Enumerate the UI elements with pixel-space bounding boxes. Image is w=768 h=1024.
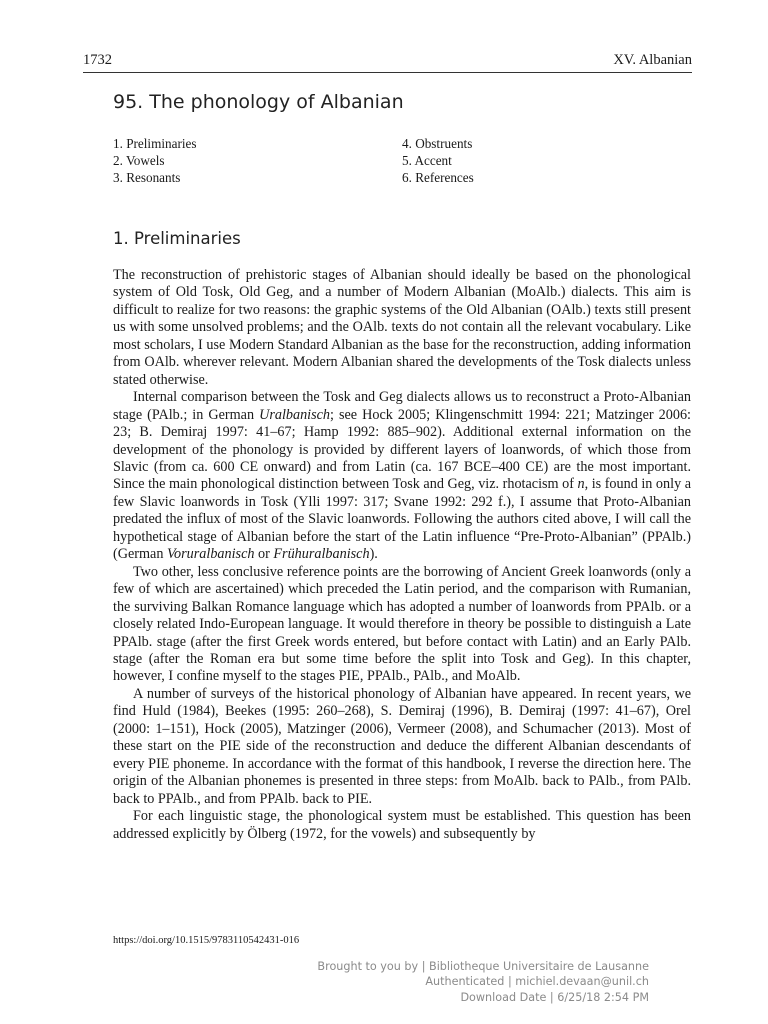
body-text (113, 267, 691, 843)
toc-item: 5. Accent (402, 153, 452, 168)
paragraph: The reconstruction of prehistoric stages of Albanian should ideally be based on the phonological system of Old Tosk, Old Geg, and a number of Modern Albanian (MoAlb.) dialects. This aim is difficult to realize for two reasons: the graphic systems of the Old Albanian (OAlb.) texts still present us with some unsolved problems; and the OAlb. texts do not contain all the relevant vocabulary. Like most scholars, I use Modern Standard Albanian as the base for the reconstruction, adding information from OAlb. wherever relevant. Modern Albanian shared the developments of the Tosk dialects unless stated otherwise. (113, 267, 691, 388)
section-heading: 1. Preliminaries (113, 229, 241, 248)
text-run: ; see Hock 2005; Klingenschmitt 1994: 221; Matzinger 2006: 23; B. Demiraj 1997: 41–67; Hamp 1992: 885–902). Additional external information on the development of the phonology is provided by different layers of loanwords, of which those from Slavic (from ca. 600 CE onward) and from Latin (ca. 167 BCE–400 CE) are the most important. Since the main phonological distinction between Tosk and Geg, viz. rhotacism of (113, 406, 691, 493)
italic-term: Voruralbanisch (166, 546, 255, 563)
paragraph: For each linguistic stage, the phonological system must be established. This question has been addressed explicitly by Ölberg (1972, for the vowels) and subsequently by (113, 808, 691, 842)
chapter-title: 95. The phonology of Albanian (113, 91, 404, 113)
italic-term: Uralbanisch (259, 406, 331, 423)
toc-item: 6. References (402, 170, 474, 185)
access-watermark (317, 959, 649, 1005)
part-title: XV. Albanian (613, 52, 692, 68)
watermark-line: Authenticated | michiel.devaan@unil.ch (425, 975, 649, 989)
text-run: , is found in only a few Slavic loanwords in Tosk (Ylli 1997: 317; Svane 1992: 292 f.), I assume that Proto-Albanian predated the influx of most of the Slavic loanwords. Following the authors cited above, I will call the hypothetical stage of Albanian before the start of the Latin influence “Pre-Proto-Albanian” (PPAlb.) (German (113, 476, 692, 563)
toc-item: 2. Vowels (113, 153, 165, 168)
paragraph (113, 389, 691, 564)
toc-item: 4. Obstruents (402, 136, 473, 151)
toc-column-left (113, 135, 197, 186)
italic-term: n (577, 476, 585, 493)
watermark-line: Brought to you by | Bibliotheque Universitaire de Lausanne (317, 960, 649, 973)
italic-term: Frühuralbanisch (273, 546, 370, 563)
text-run: Internal comparison between the Tosk and Geg dialects allows us to reconstruct a Proto-Albanian stage (PAlb.; in German (113, 389, 691, 423)
paragraph: Two other, less conclusive reference points are the borrowing of Ancient Greek loanwords (only a few of which are ascertained) which preceded the Latin period, and the comparison with Rumanian, the surviving Balkan Romance language which has adopted a number of loanwords from PPAlb. or a closely related Indo-European language. It would therefore in theory be possible to distinguish a Late PPAlb. stage (after the first Greek words entered, but before contact with Latin) and an Early PAlb. stage (after the Roman era but some time before the split into Tosk and Geg). In this chapter, however, I confine myself to the stages PIE, PPAlb., PAlb., and MoAlb. (113, 563, 691, 685)
running-head (83, 52, 692, 72)
toc-column-right (402, 135, 474, 186)
page-number: 1732 (83, 52, 112, 68)
doi-link[interactable]: https://doi.org/10.1515/9783110542431-016 (113, 935, 300, 946)
text-run: or (254, 546, 274, 563)
paragraph: A number of surveys of the historical phonology of Albanian have appeared. In recent years, we find Huld (1984), Beekes (1995: 260–268), S. Demiraj (1996), B. Demiraj (1997: 41–67), Orel (2000: 1–151), Hock (2005), Matzinger (2006), Vermeer (2008), and Schumacher (2013). Most of these start on the PIE side of the reconstruction and deduce the different Albanian descendants of every PIE phoneme. In accordance with the format of this handbook, I reverse the direction here. The origin of the Albanian phonemes is presented in three steps: from MoAlb. back to PAlb., from PAlb. back to PPAlb., and from PPAlb. back to PIE. (113, 685, 691, 807)
toc-item: 1. Preliminaries (113, 136, 197, 151)
header-rule (83, 72, 692, 73)
toc-item: 3. Resonants (113, 170, 181, 185)
text-run: ). (369, 546, 378, 563)
watermark-line: Download Date | 6/25/18 2:54 PM (460, 990, 649, 1004)
